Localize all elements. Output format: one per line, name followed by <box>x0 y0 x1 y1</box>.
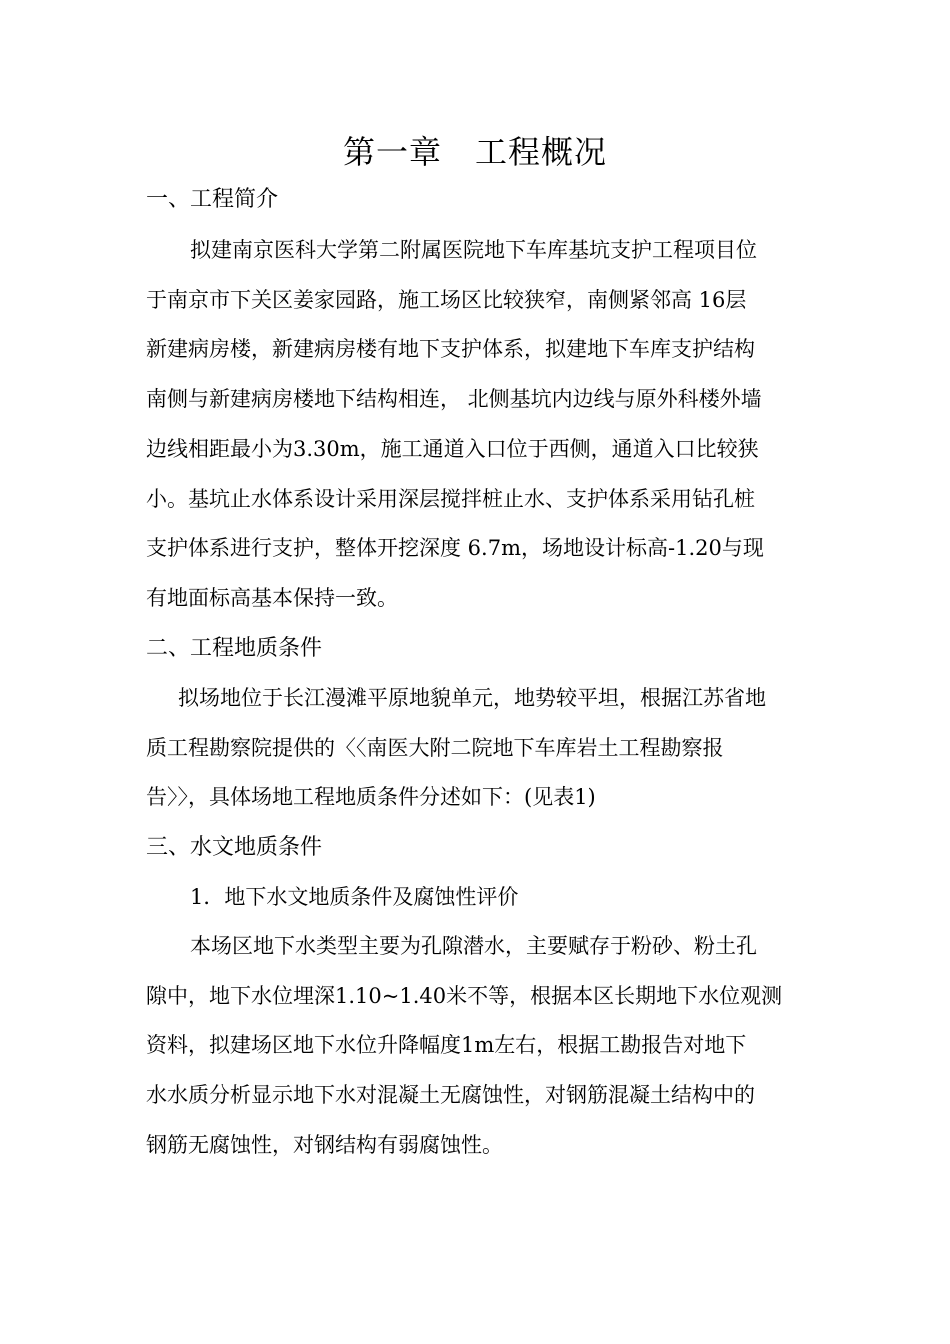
paragraph-line: 小。基坑止水体系设计采用深层搅拌桩止水、支护体系采用钻孔桩 <box>146 486 755 511</box>
paragraph-line: 钢筋无腐蚀性，对钢结构有弱腐蚀性。 <box>146 1132 503 1157</box>
paragraph-line: 本场区地下水类型主要为孔隙潜水，主要赋存于粉砂、粉土孔 <box>190 934 757 958</box>
section-heading-project-overview: 一、工程简介 <box>146 187 279 212</box>
paragraph-line: 边线相距最小为3.30m，施工通道入口位于西侧，通道入口比较狭 <box>146 436 759 461</box>
paragraph-line: 告〉〉，具体场地工程地质条件分述如下：(见表1) <box>146 785 596 810</box>
paragraph-line: 新建病房楼，新建病房楼有地下支护体系，拟建地下车库支护结构 <box>146 337 755 362</box>
paragraph-line: 质工程勘察院提供的〈〈南医大附二院地下车库岩土工程勘察报 <box>146 735 724 760</box>
paragraph-line: 资料，拟建场区地下水位升降幅度1m左右，根据工勘报告对地下 <box>146 1033 747 1058</box>
paragraph-line: 水水质分析显示地下水对混凝土无腐蚀性，对钢筋混凝土结构中的 <box>146 1083 755 1108</box>
paragraph-line: 隙中，地下水位埋深1.10~1.40米不等，根据本区长期地下水位观测 <box>146 983 783 1008</box>
chapter-title: 第一章 工程概况 <box>342 133 607 171</box>
subsection-heading-groundwater-corrosion: 1．地下水文地质条件及腐蚀性评价 <box>190 885 519 909</box>
section-heading-hydrogeology: 三、水文地质条件 <box>146 835 323 860</box>
paragraph-line: 支护体系进行支护，整体开挖深度 6.7m，场地设计标高-1.20与现 <box>146 536 764 561</box>
section-paragraph-project-overview <box>146 226 826 624</box>
paragraph-line: 拟场地位于长江漫滩平原地貌单元，地势较平坦，根据江苏省地 <box>178 686 766 710</box>
section-heading-engineering-geology: 二、工程地质条件 <box>146 636 323 661</box>
section-paragraph-hydrogeology <box>146 922 826 1171</box>
section-paragraph-engineering-geology <box>146 674 826 823</box>
paragraph-line: 南侧与新建病房楼地下结构相连， 北侧基坑内边线与原外科楼外墙 <box>146 387 762 412</box>
paragraph-line: 拟建南京医科大学第二附属医院地下车库基坑支护工程项目位 <box>190 238 757 262</box>
paragraph-line: 于南京市下关区姜家园路，施工场区比较狭窄，南侧紧邻高 16层 <box>146 287 747 312</box>
paragraph-line: 有地面标高基本保持一致。 <box>146 585 398 610</box>
